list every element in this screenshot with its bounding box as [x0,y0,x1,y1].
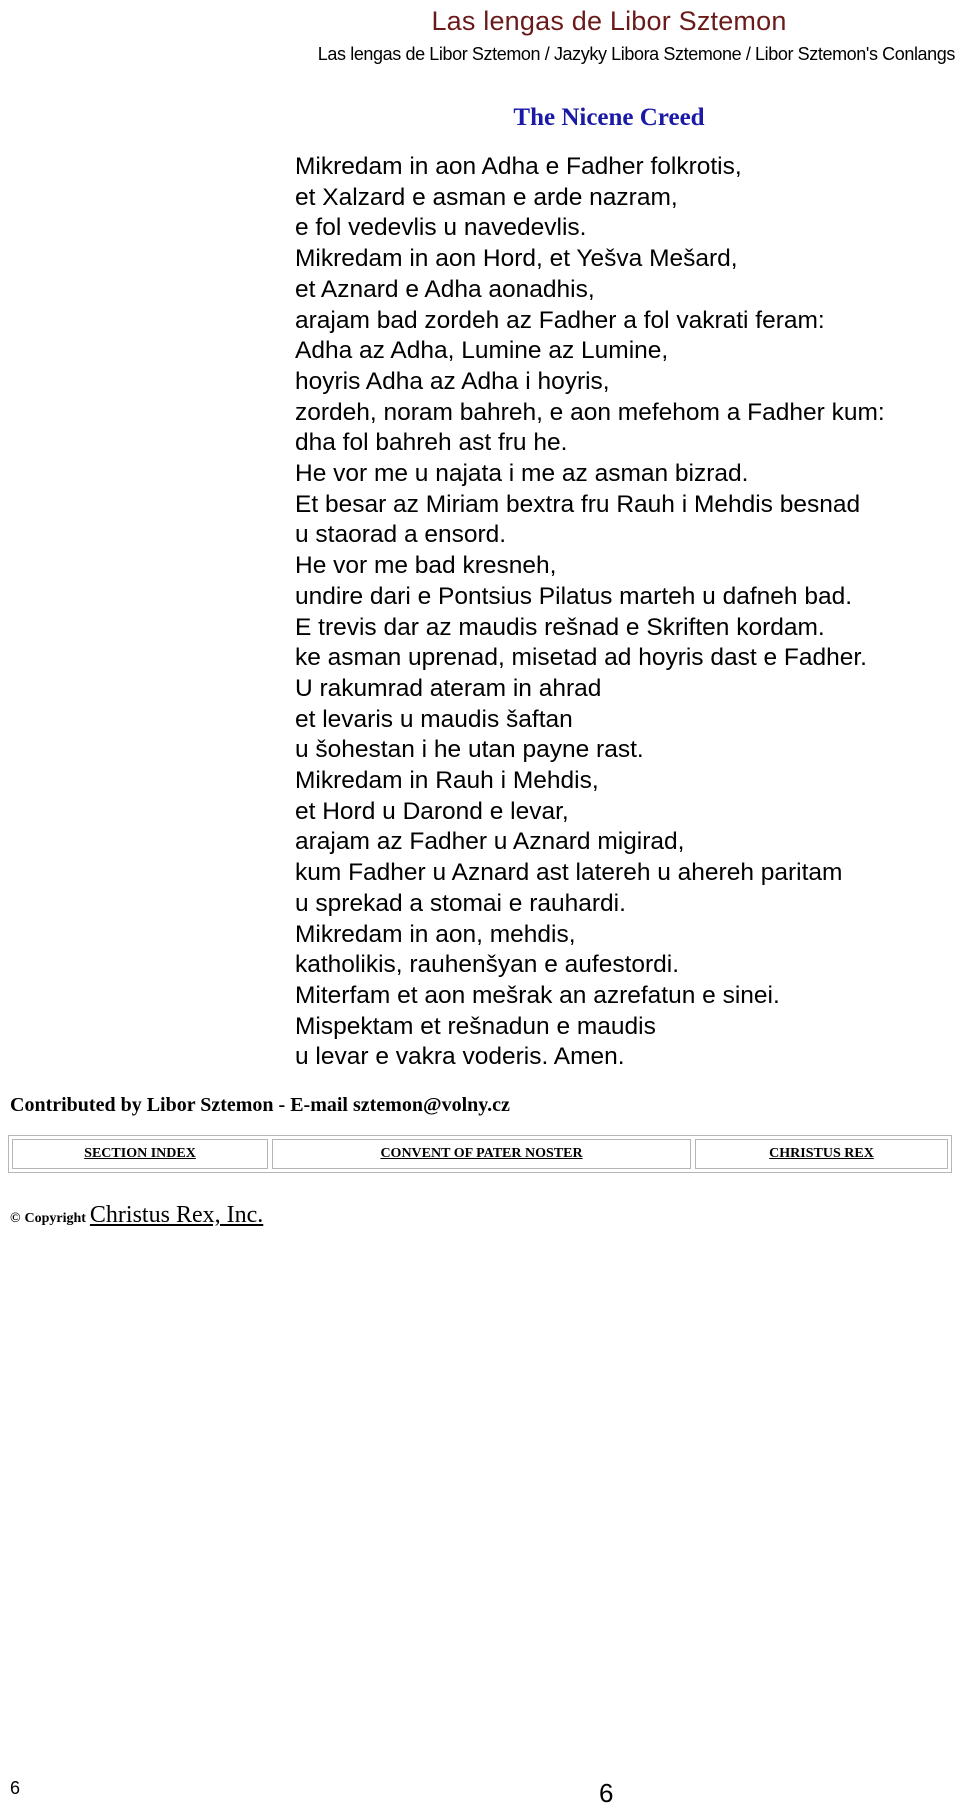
creed-line: Mikredam in aon Adha e Fadher folkrotis, [295,153,742,180]
page-number-center: 6 [599,1778,614,1808]
creed-line: kum Fadher u Aznard ast latereh u ahereh paritam [295,859,843,887]
copyright-label: Copyright [24,1211,86,1226]
creed-line: U rakumrad ateram in ahrad [295,674,602,702]
creed-line: ke asman uprenad, misetad ad hoyris dast e Fadher. [295,644,867,672]
creed-line: u šohestan i he utan payne rast. [295,736,644,764]
site-title: Las lengas de Libor Sztemon [431,6,787,36]
copyright-icon: © [10,1211,21,1226]
creed-line: u levar e vakra voderis. Amen. [295,1043,625,1071]
creed-line: Mikredam in aon, mehdis, [295,920,576,948]
creed-line: u staorad a ensord. [295,521,507,549]
copyright-line [10,1202,263,1229]
section-index-link[interactable]: SECTION INDEX [12,1139,268,1169]
creed-line: et levaris u maudis šaftan [295,705,573,733]
creed-line: Mikredam in aon Hord, et Yešva Mešard, [295,245,738,273]
copyright-owner-link[interactable]: Christus Rex, Inc. [89,1202,264,1228]
creed-line: u sprekad a stomai e rauhardi. [295,889,626,917]
creed-line: et Aznard e Adha aonadhis, [295,275,595,303]
footer-nav-table [8,1135,952,1173]
page-title: The Nicene Creed [513,104,705,131]
creed-line: e fol vedevlis u navedevlis. [295,214,587,242]
page-number-left: 6 [10,1778,21,1798]
creed-line: Mispektam et rešnadun e maudis [295,1012,656,1040]
creed-line: Miterfam et aon mešrak an azrefatun e sinei. [295,981,780,1009]
creed-text [295,152,885,1073]
creed-line: undire dari e Pontsius Pilatus marteh u dafneh bad. [295,582,853,610]
christus-rex-link[interactable]: CHRISTUS REX [695,1139,948,1169]
site-subtitle: Las lengas de Libor Sztemon / Jazyky Libora Sztemone / Libor Sztemon's Conlangs [317,44,955,64]
contributor-note: Contributed by Libor Sztemon - E-mail sztemon@volny.cz [10,1094,510,1116]
creed-line: zordeh, noram bahreh, e aon mefehom a Fadher kum: [295,398,885,426]
creed-line: et Hord u Darond e levar, [295,797,569,825]
creed-line: He vor me bad kresneh, [295,552,557,580]
creed-line: arajam bad zordeh az Fadher a fol vakrati feram: [295,306,825,334]
convent-link[interactable]: CONVENT OF PATER NOSTER [272,1139,691,1169]
creed-line: katholikis, rauhenšyan e aufestordi. [295,951,680,979]
creed-line: Adha az Adha, Lumine az Lumine, [295,337,669,365]
creed-line: Mikredam in Rauh i Mehdis, [295,767,599,795]
creed-line: hoyris Adha az Adha i hoyris, [295,367,610,395]
creed-line: E trevis dar az maudis rešnad e Skriften kordam. [295,613,825,641]
creed-line: dha fol bahreh ast fru he. [295,429,568,457]
creed-line: arajam az Fadher u Aznard migirad, [295,828,685,856]
creed-line: et Xalzard e asman e arde nazram, [295,183,678,211]
creed-line: Et besar az Miriam bextra fru Rauh i Mehdis besnad [295,490,861,518]
creed-line: He vor me u najata i me az asman bizrad. [295,460,749,488]
